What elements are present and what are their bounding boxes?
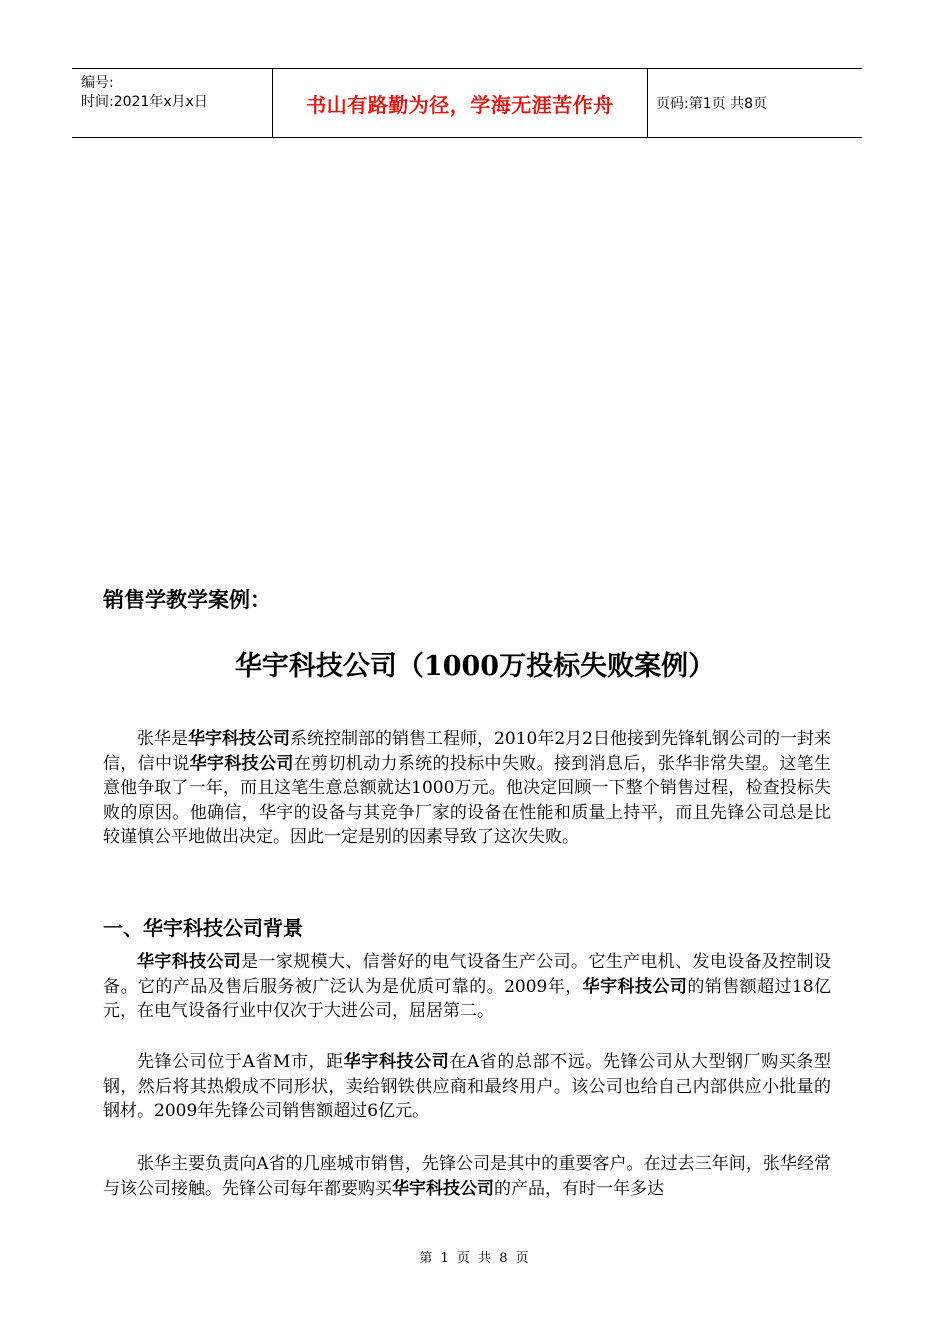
section-heading: 一、华宇科技公司背景 bbox=[103, 916, 303, 940]
page-footer: 第 1 页 共 8 页 bbox=[419, 1251, 531, 1266]
text-span: 的销售额超过18亿元，在电气设备行业中仅次于大进公司，屈居第二。 bbox=[103, 976, 832, 1021]
header-motto: 书山有路勤为径，学海无涯苦作舟 bbox=[306, 92, 614, 117]
company-name-bold: 华宇科技公司 bbox=[392, 1178, 494, 1199]
document-title: 华宇科技公司（1000万投标失败案例） bbox=[234, 651, 716, 682]
text-span: 先锋公司位于A省M市，距 bbox=[137, 1052, 344, 1072]
company-name-bold: 华宇科技公司 bbox=[582, 976, 688, 997]
company-name-bold: 华宇科技公司 bbox=[343, 1052, 450, 1072]
text-span: 是一家规模大、信誉好的电气设备生产公司。它生产电机、发电设备及控制设备。它的产品及售后服务被广泛认为是优质可靠的。2009年， bbox=[103, 952, 832, 997]
customer-paragraph bbox=[103, 1050, 831, 1124]
text-span: 在剪切机动力系统的投标中失败。接到消息后，张华非常失望。这笔生意他争取了一年，而且这笔生意总额就达1000万元。他决定回顾一下整个销售过程，检查投标失败的原因。他确信，华宇的设备与其竞争厂家的设备在性能和质量上持平，而且先锋公司总是比较谨慎公平地做出决定。因此一定是别的因素导致了这次失败。 bbox=[103, 753, 832, 847]
header-page-number: 页码:第1页 共8页 bbox=[656, 96, 767, 112]
document-date-label: 时间:2021年x月x日 bbox=[81, 94, 208, 110]
document-category-label: 销售学教学案例： bbox=[103, 588, 271, 612]
header-table bbox=[72, 68, 862, 138]
header-page-cell bbox=[648, 69, 862, 137]
text-span: 的产品，有时一年多达 bbox=[494, 1178, 664, 1199]
text-span: 系统控制部的销售工程师，2010年2月2日他接到先锋轧钢公司的一封来信，信中说 bbox=[103, 729, 831, 774]
intro-paragraph bbox=[103, 727, 831, 850]
company-name-bold: 华宇科技公司 bbox=[189, 753, 294, 774]
document-number-label: 编号: bbox=[81, 75, 114, 91]
background-paragraph bbox=[103, 950, 831, 1024]
company-name-bold: 华宇科技公司 bbox=[188, 729, 291, 749]
company-name-bold: 华宇科技公司 bbox=[137, 952, 242, 972]
text-span: 张华主要负责向A省的几座城市销售，先锋公司是其中的重要客户。在过去三年间，张华经常与该公司接触。先锋公司每年都要购买 bbox=[103, 1154, 831, 1199]
header-motto-cell bbox=[273, 69, 648, 137]
text-span: 张华是 bbox=[137, 729, 189, 749]
header-meta-cell bbox=[72, 69, 273, 137]
salesman-paragraph bbox=[103, 1152, 831, 1201]
text-span: 在A省的总部不远。先锋公司从大型钢厂购买条型钢，然后将其热煅成不同形状，卖给钢铁供应商和最终用户。该公司也给自己内部供应小批量的钢材。2009年先锋公司销售额超过6亿元。 bbox=[103, 1052, 832, 1121]
